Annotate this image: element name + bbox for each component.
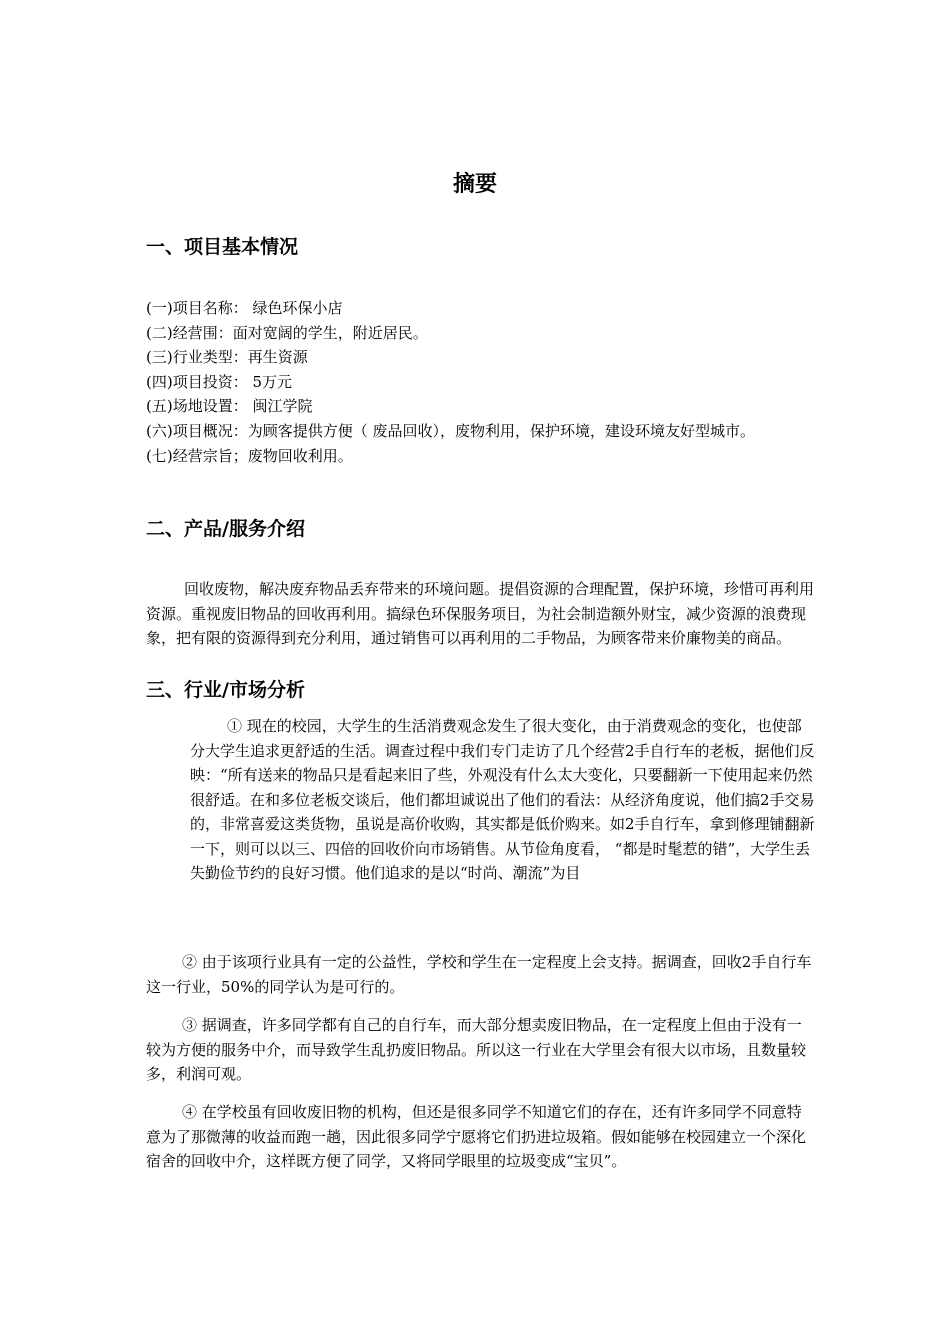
document-title: 摘要 bbox=[452, 171, 497, 197]
project-info-list bbox=[146, 296, 811, 468]
info-item-investment: (四)项目投资： 5万元 bbox=[146, 372, 293, 391]
section-heading-product-service: 二、产品/服务介绍 bbox=[146, 518, 305, 540]
info-item-site: (五)场地设置： 闽江学院 bbox=[146, 397, 313, 416]
section-heading-market-analysis: 三、行业/市场分析 bbox=[146, 679, 305, 701]
market-analysis-paragraph-1: ① 现在的校园，大学生的生活消费观念发生了很大变化，由于消费观念的变化，也使部分大学生追求更舒适的生活。调查过程中我们专门走访了几个经营2手自行车的老板，据他们反映：“所有送来的物品只是看起来旧了些，外观没有什么太大变化，只要翻新一下使用起来仍然很舒适。在和多位老板交谈后，他们都坦诚说出了他们的看法：从经济角度说，他们搞2手交易的，非常喜爱这类货物，虽说是高价收购，其实都是低价购来。如2手自行车，拿到修理铺翻新一下，则可以以三、四倍的回收价向市场销售。从节俭角度看， “都是时髦惹的错”，大学生丢失勤俭节约的良好习惯。他们追求的是以“时尚、潮流”为目 bbox=[190, 717, 815, 882]
market-analysis-paragraph-3: ③ 据调查，许多同学都有自己的自行车，而大部分想卖废旧物品，在一定程度上但由于没有一较为方便的服务中介，而导致学生乱扔废旧物品。所以这一行业在大学里会有很大以市场，且数量较多，利润可观。 bbox=[146, 1016, 807, 1083]
info-item-overview: (六)项目概况：为顾客提供方便（ 废品回收），废物利用，保护环境，建设环境友好型城市。 bbox=[146, 421, 755, 440]
info-item-industry-type: (三)行业类型：再生资源 bbox=[146, 348, 308, 367]
info-item-business-scope: (二)经营围：面对宽阔的学生，附近居民。 bbox=[146, 323, 428, 342]
section-heading-project-basics: 一、项目基本情况 bbox=[146, 236, 299, 258]
market-analysis-paragraph-4: ④ 在学校虽有回收废旧物的机构，但还是很多同学不知道它们的存在，还有许多同学不同意特意为了那微薄的收益而跑一趟，因此很多同学宁愿将它们扔进垃圾箱。假如能够在校园建立一个深化宿舍的回收中介，这样既方便了同学，又将同学眼里的垃圾变成“宝贝”。 bbox=[146, 1103, 807, 1170]
info-item-purpose: (七)经营宗旨；废物回收利用。 bbox=[146, 446, 353, 465]
market-analysis-paragraph-2: ② 由于该项行业具有一定的公益性，学校和学生在一定程度上会支持。据调查，回收2手自行车这一行业，50%的同学认为是可行的。 bbox=[146, 953, 812, 996]
product-service-paragraph: 回收废物，解决废弃物品丢弃带来的环境问题。提倡资源的合理配置，保护环境，珍惜可再利用资源。重视废旧物品的回收再利用。搞绿色环保服务项目，为社会制造额外财宝，减少资源的浪费现象，把有限的资源得到充分利用，通过销售可以再利用的二手物品，为顾客带来价廉物美的商品。 bbox=[146, 580, 815, 647]
info-item-project-name: (一)项目名称： 绿色环保小店 bbox=[146, 299, 343, 317]
